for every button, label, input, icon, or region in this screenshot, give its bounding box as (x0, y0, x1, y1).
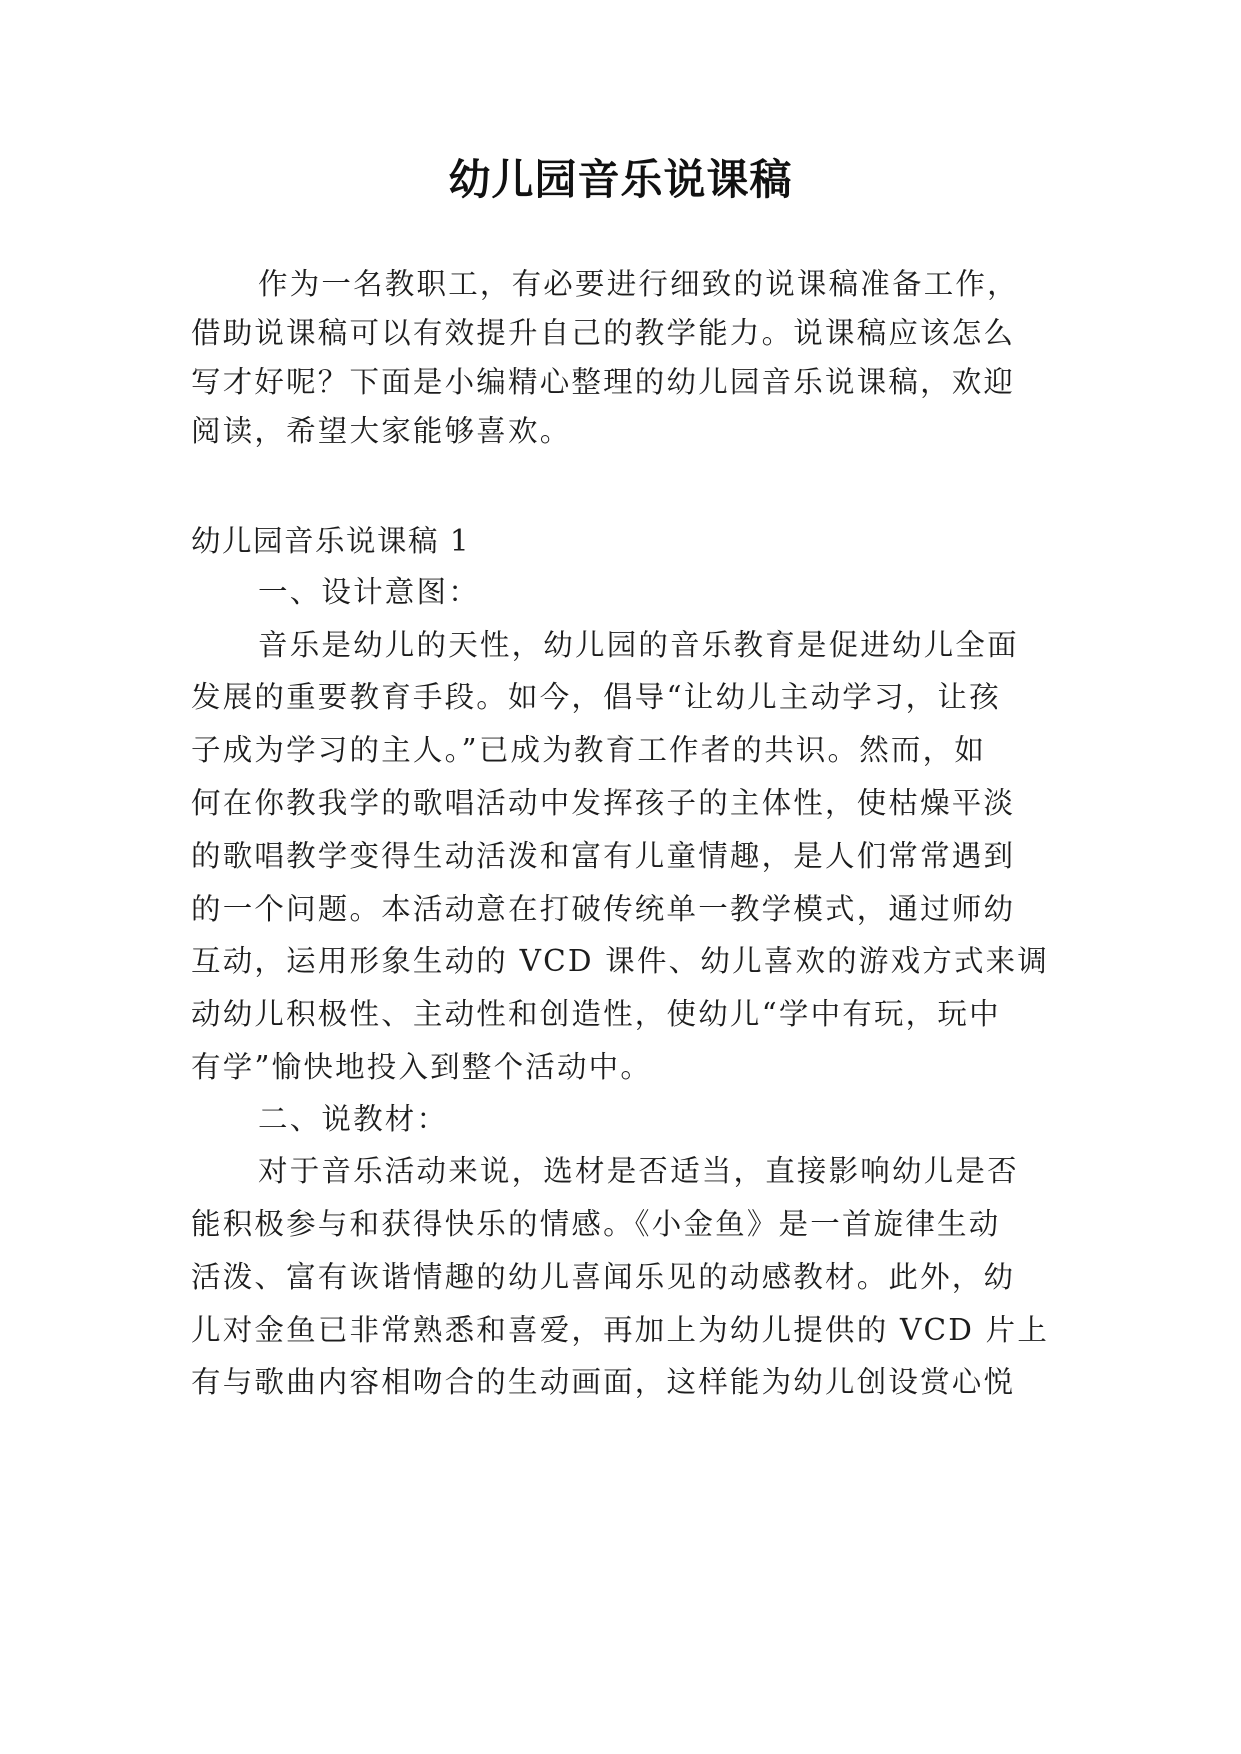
intro-line: 阅读，希望大家能够喜欢。 (191, 414, 572, 448)
paragraph-line: 有学”愉快地投入到整个活动中。 (191, 1050, 653, 1084)
paragraph-line: 发展的重要教育手段。如今，倡导“让幼儿主动学习，让孩 (191, 680, 1001, 714)
paragraph-line: 的一个问题。本活动意在打破传统单一教学模式，通过师幼 (191, 892, 1016, 926)
intro-line: 借助说课稿可以有效提升自己的教学能力。说课稿应该怎么 (191, 316, 1016, 350)
paragraph-line: 互动，运用形象生动的 VCD 课件、幼儿喜欢的游戏方式来调 (191, 944, 1050, 978)
paragraph-line: 有与歌曲内容相吻合的生动画面，这样能为幼儿创设赏心悦 (191, 1365, 1016, 1399)
intro-line: 作为一名教职工，有必要进行细致的说课稿准备工作， (258, 267, 1019, 301)
paragraph-line: 子成为学习的主人。”已成为教育工作者的共识。然而，如 (191, 733, 987, 767)
section-heading-teaching-material: 二、说教材： (258, 1102, 449, 1136)
paragraph-line: 能积极参与和获得快乐的情感。《小金鱼》是一首旋律生动 (191, 1207, 1001, 1241)
paragraph-line: 动幼儿积极性、主动性和创造性，使幼儿“学中有玩，玩中 (191, 997, 1001, 1031)
intro-line: 写才好呢？下面是小编精心整理的幼儿园音乐说课稿，欢迎 (191, 365, 1016, 399)
paragraph-line: 音乐是幼儿的天性，幼儿园的音乐教育是促进幼儿全面 (258, 628, 1019, 662)
paragraph-line: 的歌唱教学变得生动活泼和富有儿童情趣，是人们常常遇到 (191, 839, 1016, 873)
paragraph-line: 儿对金鱼已非常熟悉和喜爱，再加上为幼儿提供的 VCD 片上 (191, 1313, 1050, 1347)
paragraph-line: 对于音乐活动来说，选材是否适当，直接影响幼儿是否 (258, 1154, 1019, 1188)
document-title: 幼儿园音乐说课稿 (448, 155, 793, 204)
section-title: 幼儿园音乐说课稿 1 (191, 524, 471, 558)
paragraph-line: 活泼、富有诙谐情趣的幼儿喜闻乐见的动感教材。此外，幼 (191, 1260, 1016, 1294)
paragraph-line: 何在你教我学的歌唱活动中发挥孩子的主体性，使枯燥平淡 (191, 786, 1016, 820)
section-heading-design-intent: 一、设计意图： (258, 575, 480, 609)
